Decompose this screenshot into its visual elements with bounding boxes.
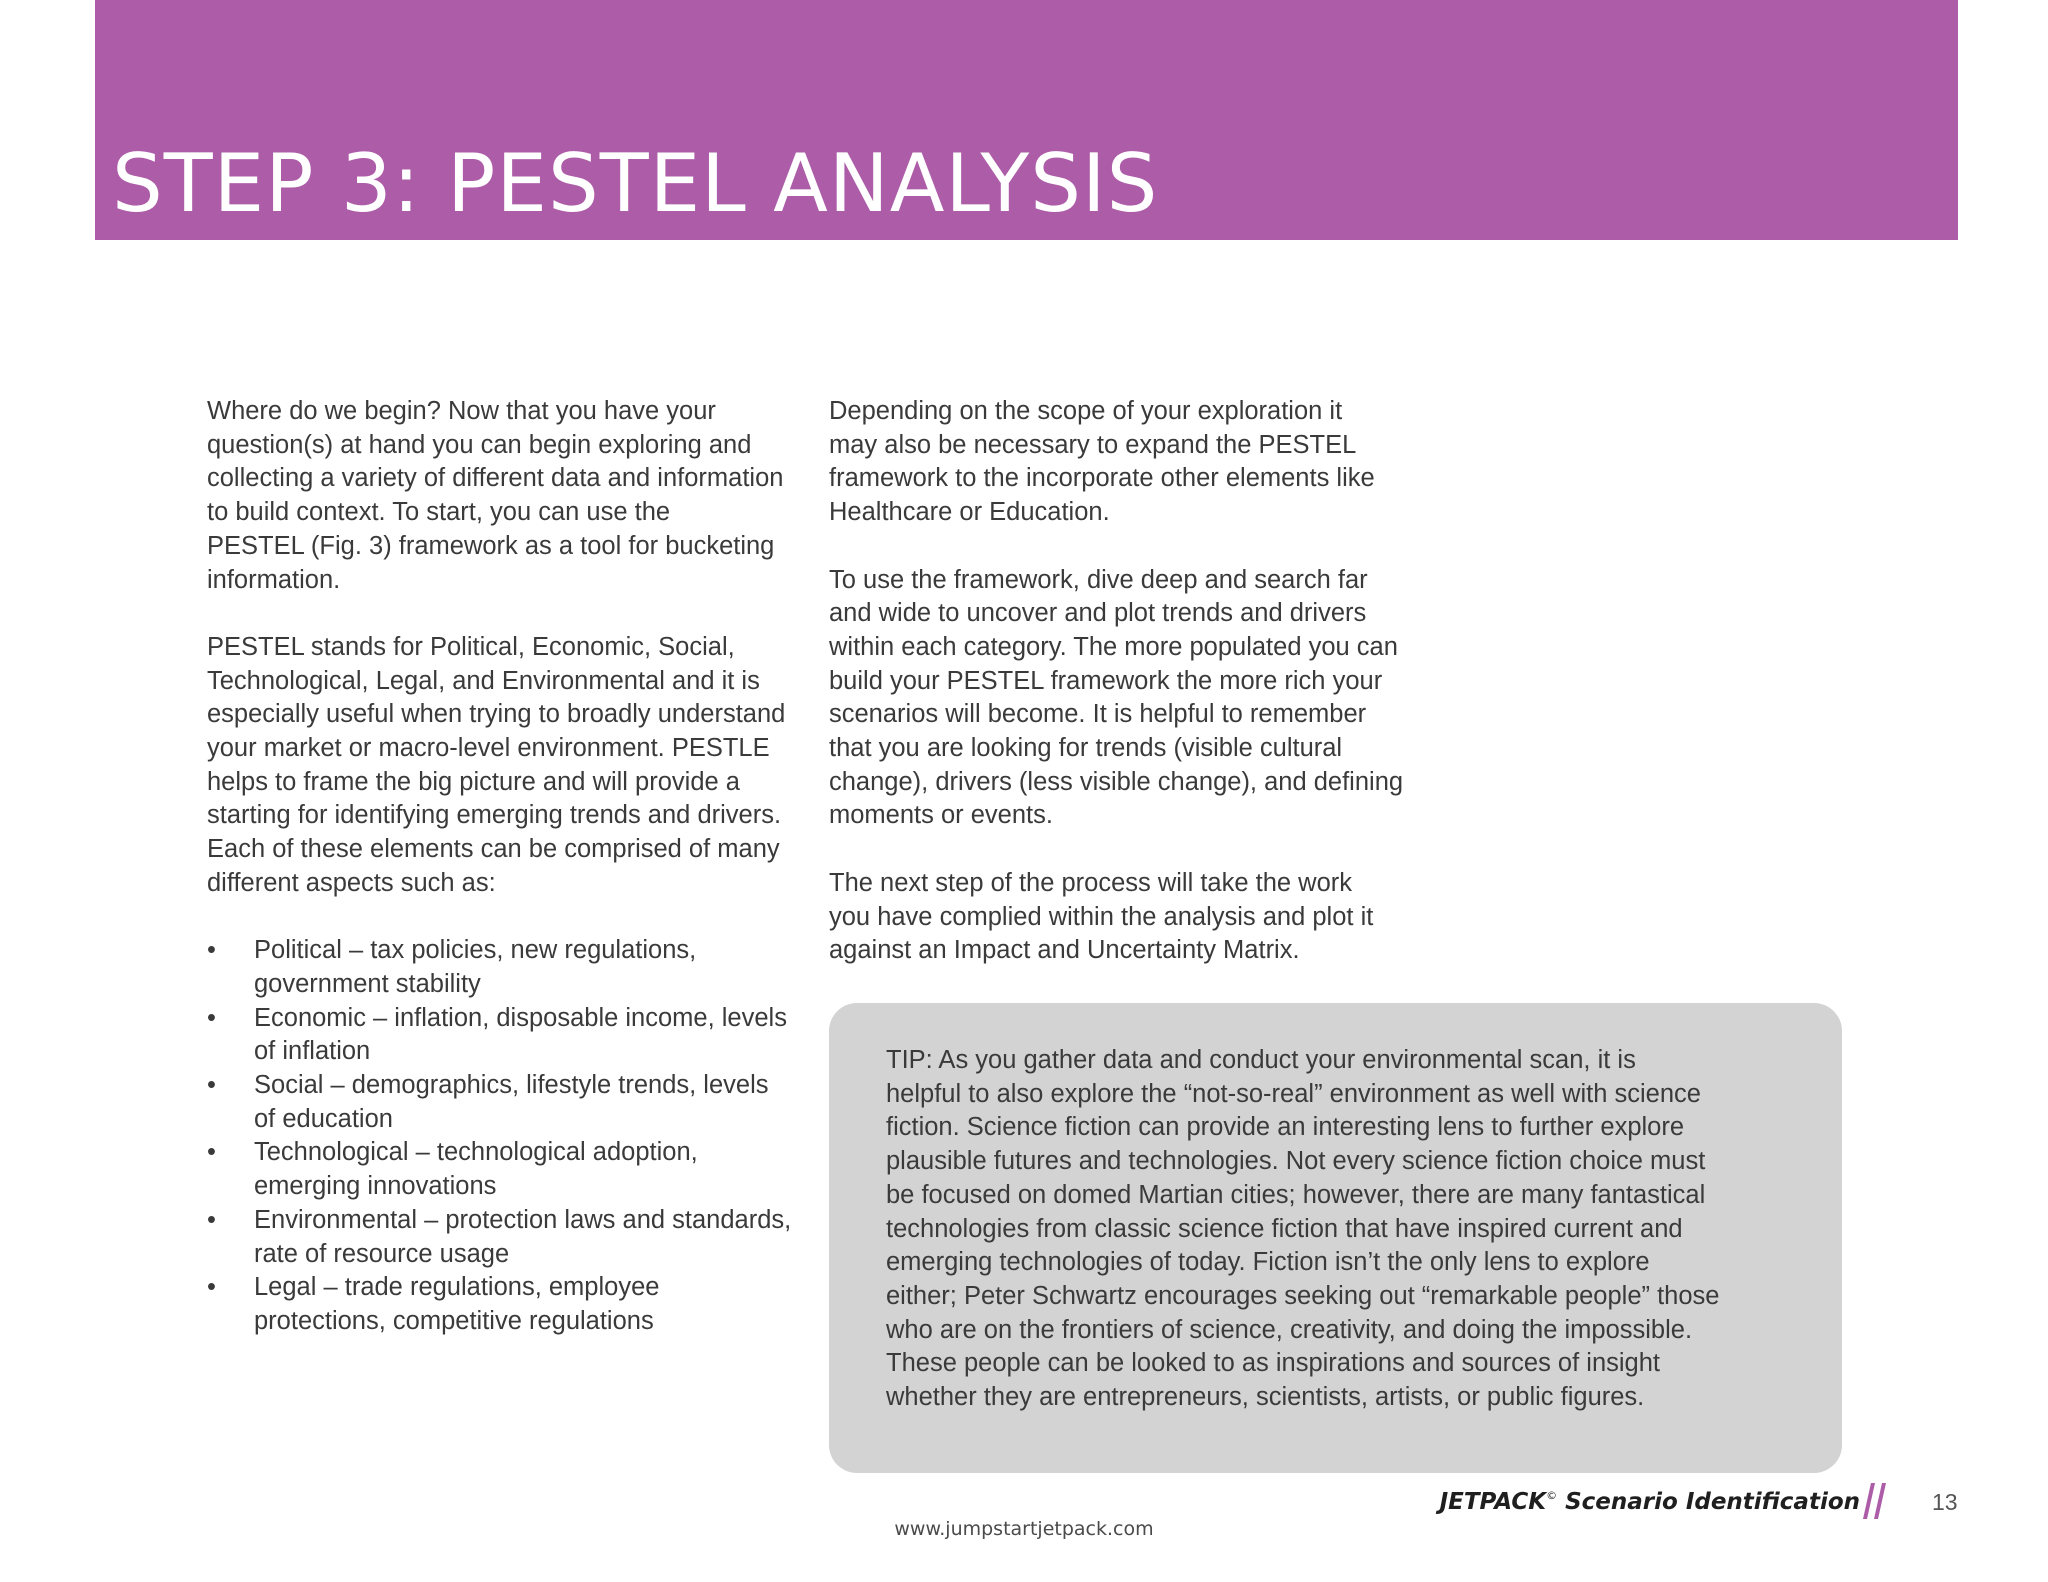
left-column [207, 395, 817, 1339]
list-item-text: Economic – inflation, disposable income, levels of inflation [254, 1003, 787, 1066]
list-item [207, 1002, 817, 1069]
brand-name: JETPACK [1439, 1489, 1547, 1515]
page-number: 13 [1932, 1489, 1958, 1515]
list-item [207, 1271, 817, 1338]
list-item [207, 1069, 817, 1136]
bullet-icon: • [207, 936, 216, 965]
list-item [207, 1136, 817, 1203]
list-item [207, 934, 817, 1001]
tip-box [829, 1003, 1842, 1473]
intro-paragraph: Where do we begin? Now that you have your question(s) at hand you can begin exploring and collecting a variety of different data and information to build context. To start, you can use the PESTEL (Fig. 3) framework as a tool for bucketing information. [207, 397, 784, 594]
list-item-text: Environmental – protection laws and standards, rate of resource usage [254, 1205, 792, 1268]
tip-text: TIP: As you gather data and conduct your environmental scan, it is helpful to also explore the “not-so-real” environment as well with science fiction. Science fiction can provide an interesting lens to further explore plausible futures and technologies. Not every science fiction choice must be focused on domed Martian cities; however, there are many fantastical technologies from classic science fiction that have inspired current and emerging technologies of today. Fiction isn’t the only lens to explore either; Peter Schwartz encourages seeking out “remarkable people” those who are on the frontiers of science, creativity, and doing the impossible. These people can be looked to as inspirations and sources of insight whether they are entrepreneurs, scientists, artists, or public figures. [886, 1046, 1720, 1412]
scope-paragraph: Depending on the scope of your exploration it may also be necessary to expand the PESTEL framework to the incorporate other elements like Healthcare or Education. [829, 397, 1375, 527]
bullet-icon: • [207, 1273, 216, 1302]
list-item-text: Social – demographics, lifestyle trends, levels of education [254, 1071, 769, 1133]
bullet-icon: • [207, 1205, 216, 1234]
list-item-text: Legal – trade regulations, employee protections, competitive regulations [254, 1273, 660, 1335]
list-item [207, 1204, 817, 1271]
list-item-text: Technological – technological adoption, emerging innovations [254, 1138, 698, 1201]
framework-usage-paragraph: To use the framework, dive deep and search far and wide to uncover and plot trends and drivers within each category. The more populated you can build your PESTEL framework the more rich your scenarios will become. It is helpful to remember that you are looking for trends (visible cultural change), drivers (less visible change), and defining moments or events. [829, 565, 1404, 830]
double-slash-icon [1862, 1483, 1888, 1519]
footer-brand [1440, 1485, 1860, 1519]
pestel-definition-paragraph: PESTEL stands for Political, Economic, Social, Technological, Legal, and Environmental and it is especially useful when trying to broadly understand your market or macro-level environment. PESTLE helps to frame the big picture and will provide a starting for identifying emerging trends and drivers. Each of these elements can be comprised of many different aspects such as: [207, 632, 786, 897]
brand-subtitle: Scenario Identification [1557, 1489, 1860, 1515]
next-step-paragraph: The next step of the process will take the work you have complied within the analysis and plot it against an Impact and Uncertainty Matrix. [829, 868, 1374, 965]
bullet-icon: • [207, 1003, 216, 1032]
footer-url: www.jumpstartjetpack.com [894, 1518, 1154, 1540]
copyright-mark: © [1546, 1489, 1558, 1502]
bullet-icon: • [207, 1071, 216, 1100]
middle-column [829, 395, 1449, 1002]
bullet-icon: • [207, 1138, 216, 1167]
page-title: STEP 3: PESTEL ANALYSIS [112, 137, 1159, 230]
pestel-aspects-list [207, 934, 817, 1338]
list-item-text: Political – tax policies, new regulations, government stability [254, 936, 697, 998]
